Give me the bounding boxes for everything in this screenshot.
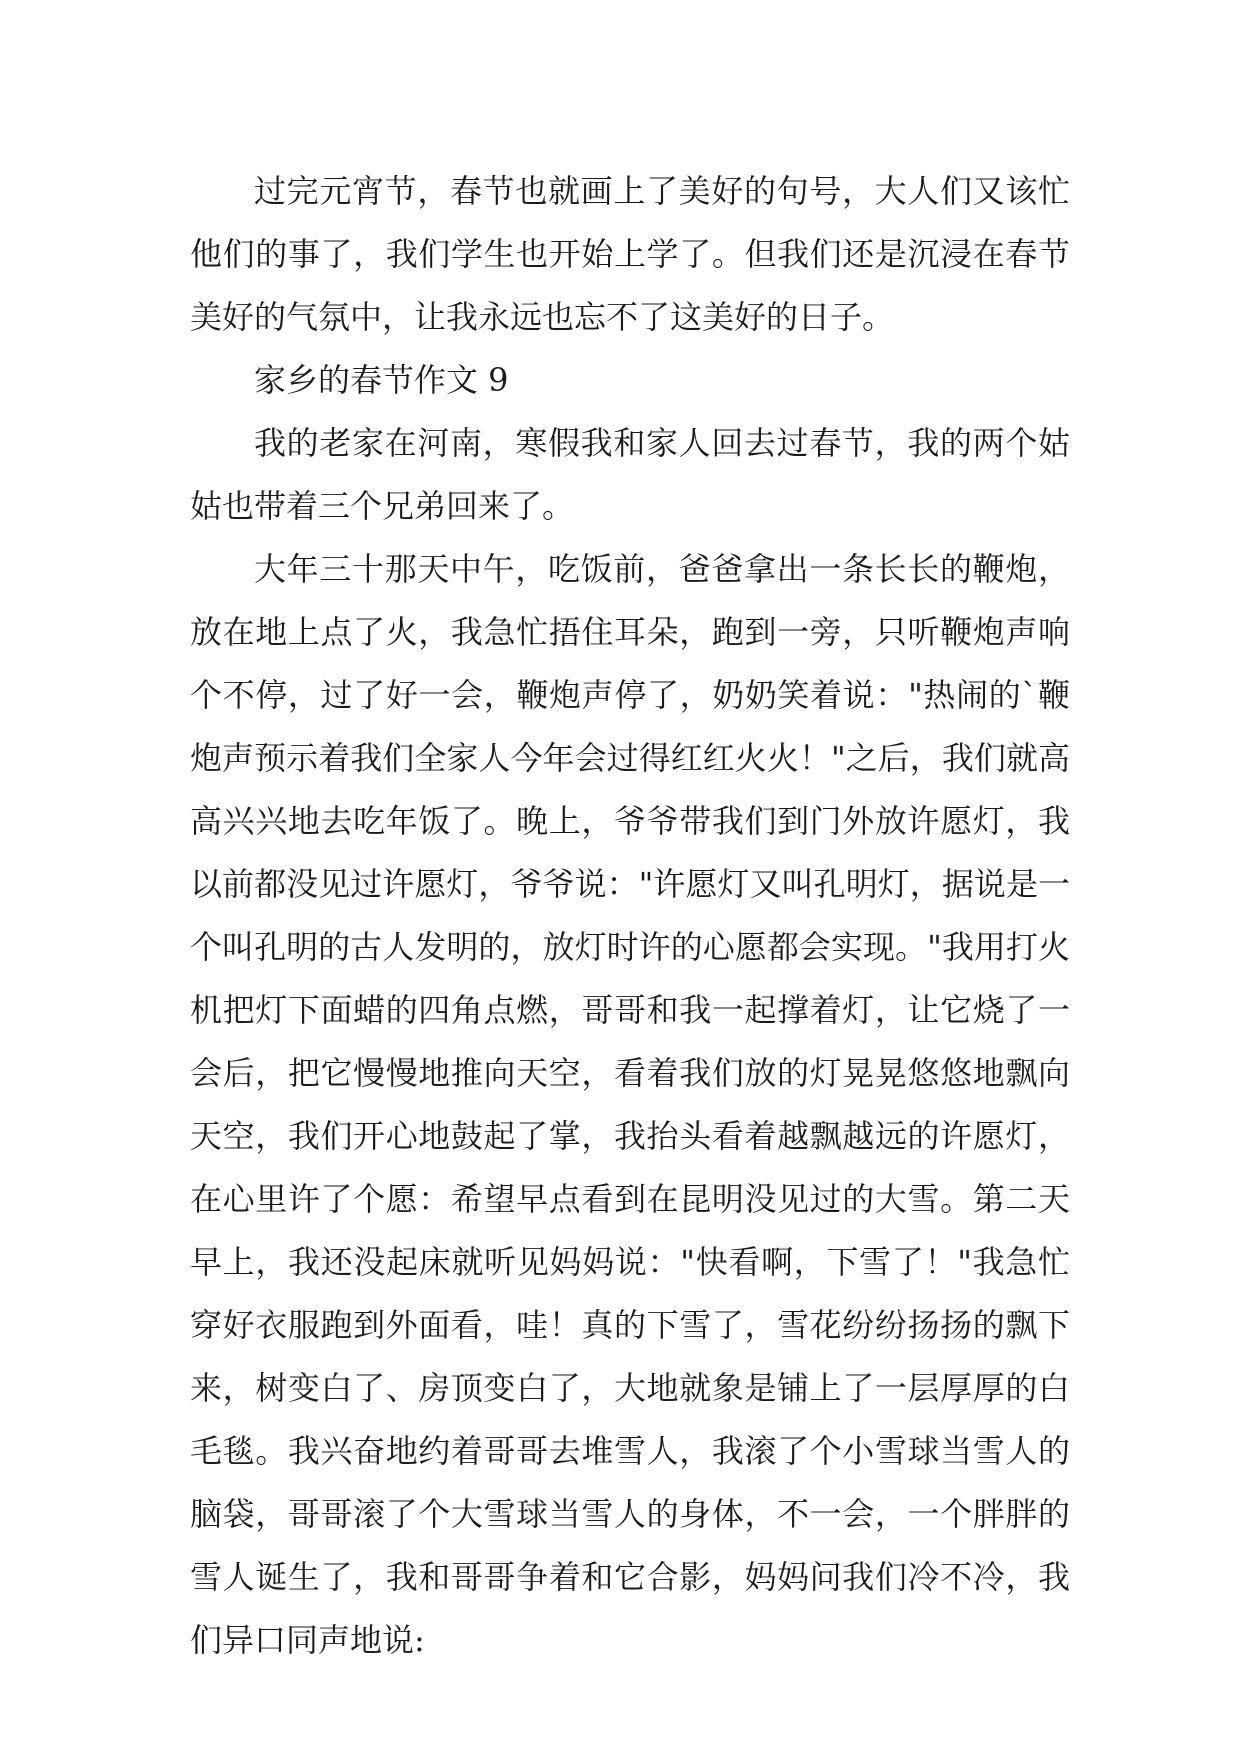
article-body (190, 160, 1070, 1672)
paragraph-hometown-intro: 我的老家在河南，寒假我和家人回去过春节，我的两个姑姑也带着三个兄弟回来了。 (190, 424, 1070, 525)
paragraph-new-year-story: 大年三十那天中午，吃饭前，爸爸拿出一条长长的鞭炮，放在地上点了火，我急忙捂住耳朵，跑到一旁，只听鞭炮声响个不停，过了好一会，鞭炮声停了，奶奶笑着说："热闹的`鞭炮声预示着我们全家人今年会过得红红火火！"之后，我们就高高兴兴地去吃年饭了。晚上，爷爷带我们到门外放许愿灯，我以前都没见过许愿灯，爷爷说："许愿灯又叫孔明灯，据说是一个叫孔明的古人发明的，放灯时许的心愿都会实现。"我用打火机把灯下面蜡的四角点燃，哥哥和我一起撑着灯，让它烧了一会后，把它慢慢地推向天空，看着我们放的灯晃晃悠悠地飘向天空，我们开心地鼓起了掌，我抬头看着越飘越远的许愿灯，在心里许了个愿：希望早点看到在昆明没见过的大雪。第二天早上，我还没起床就听见妈妈说："快看啊，下雪了！"我急忙穿好衣服跑到外面看，哇！真的下雪了，雪花纷纷扬扬的飘下来，树变白了、房顶变白了，大地就象是铺上了一层厚厚的白毛毯。我兴奋地约着哥哥去堆雪人，我滚了个小雪球当雪人的脑袋，哥哥滚了个大雪球当雪人的身体，不一会，一个胖胖的雪人诞生了，我和哥哥争着和它合影，妈妈问我们冷不冷，我们异口同声地说: (190, 550, 1070, 1659)
section-heading: 家乡的春节作文 9 (254, 361, 509, 399)
paragraph-lantern-festival-ending: 过完元宵节，春节也就画上了美好的句号，大人们又该忙他们的事了，我们学生也开始上学了。但我们还是沉浸在春节美好的气氛中，让我永远也忘不了这美好的日子。 (190, 172, 1070, 336)
